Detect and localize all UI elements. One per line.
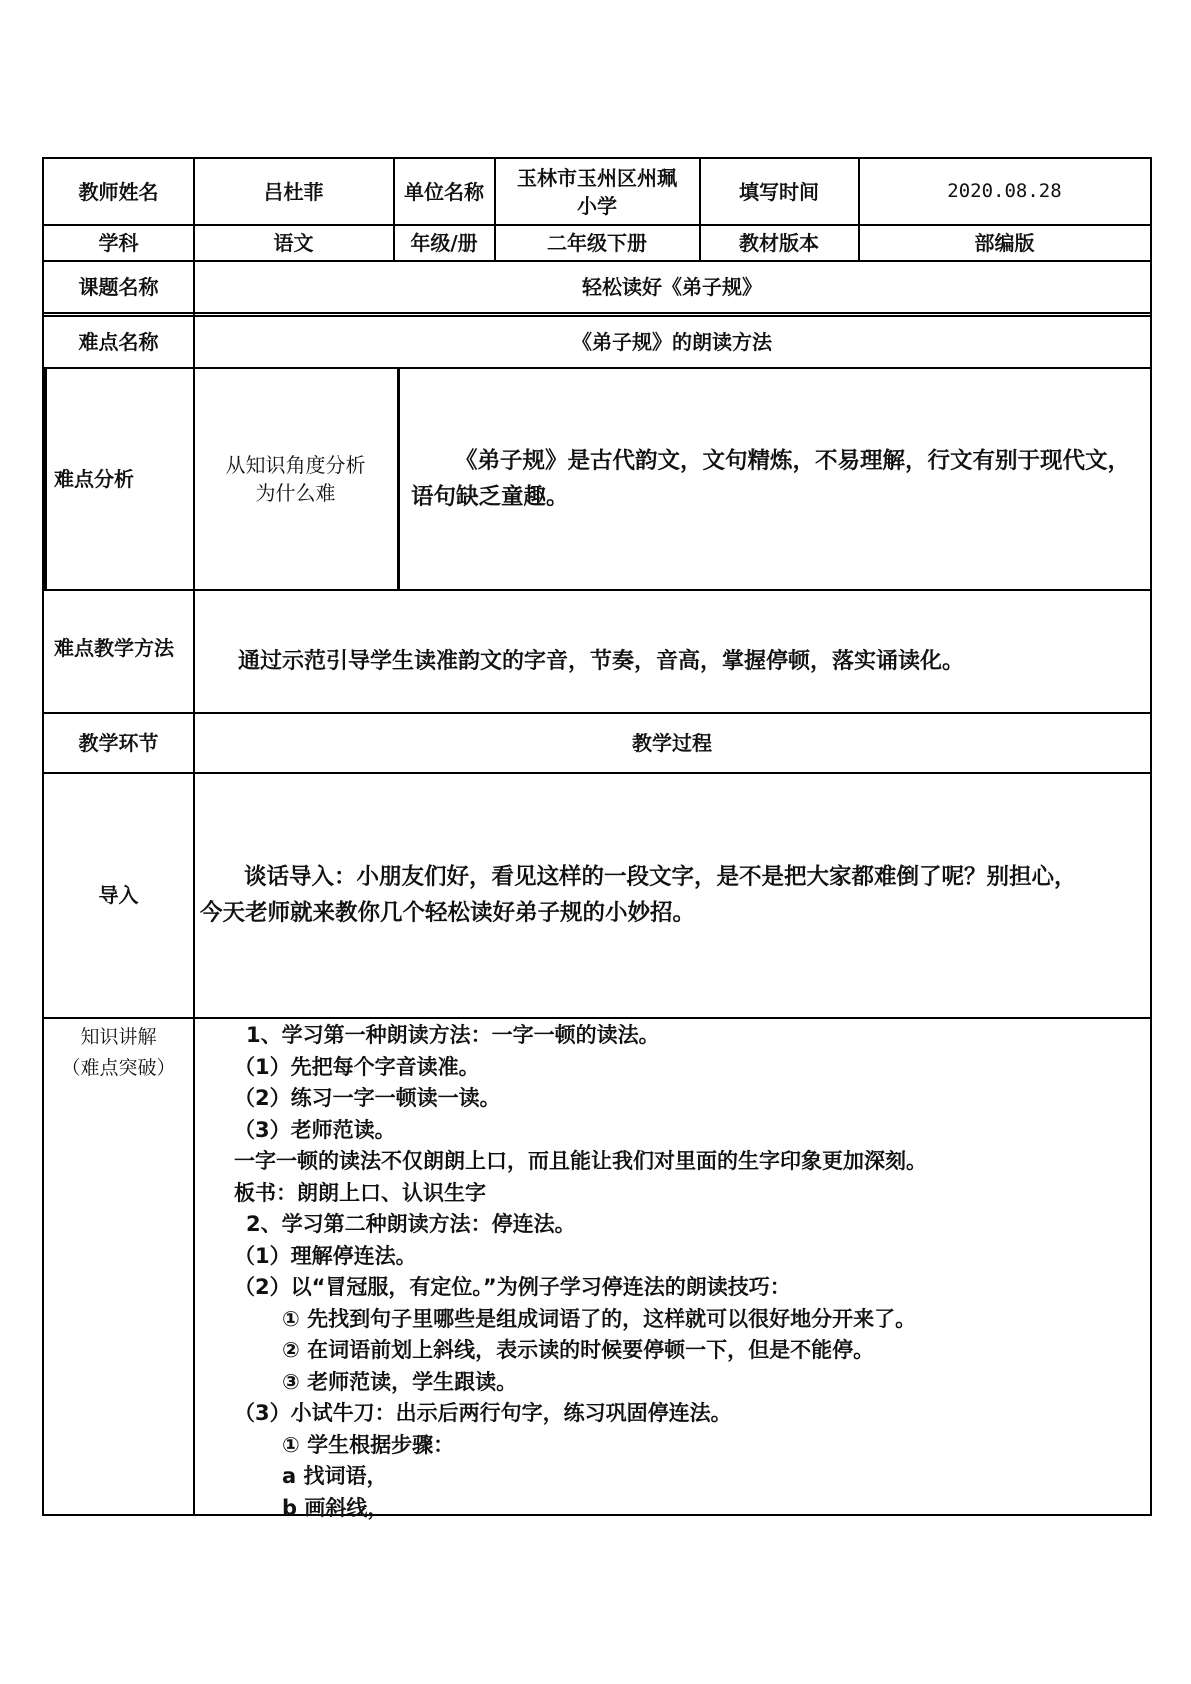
list-item: （2）以“冒冠服，有定位。”为例子学习停连法的朗读技巧： <box>234 1275 791 1299</box>
teacher-name-label: 教师姓名 <box>78 179 159 204</box>
list-item: a 找词语， <box>282 1464 388 1488</box>
list-item: ② 在词语前划上斜线，表示读的时候要停顿一下，但是不能停。 <box>282 1338 875 1362</box>
list-item: （2）练习一字一顿读一读。 <box>234 1086 501 1110</box>
analysis-label: 难点分析 <box>54 466 134 491</box>
teaching-stage-label: 教学环节 <box>78 730 159 755</box>
difficulty-value: 《弟子规》的朗读方法 <box>572 329 772 354</box>
knowledge-label-line2: （难点突破） <box>61 1057 176 1079</box>
teaching-process-label: 教学过程 <box>632 730 712 755</box>
knowledge-content <box>194 1018 1150 1524</box>
unit-name-label: 单位名称 <box>404 179 484 204</box>
list-item: ① 先找到句子里哪些是组成词语了的，这样就可以很好地分开来了。 <box>282 1306 917 1331</box>
unit-name-value: 玉林市玉州区州珮小学 <box>517 165 677 218</box>
list-item: （1）先把每个字音读准。 <box>234 1054 480 1079</box>
intro-label: 导入 <box>98 883 139 907</box>
grade-label: 年级/册 <box>410 230 478 255</box>
list-item: 1、学习第一种朗读方法：一字一顿的读法。 <box>246 1023 660 1047</box>
list-item: b 画斜线， <box>282 1495 389 1520</box>
intro-text: 谈话导入：小朋友们好，看见这样的一段文字，是不是把大家都难倒了呢？别担心，今天老师就来教你几个轻松读好弟子规的小妙招。 <box>200 864 1077 926</box>
list-item: 2、学习第二种朗读方法：停连法。 <box>246 1212 576 1236</box>
list-item: （3）小试牛刀：出示后两行句字，练习巩固停连法。 <box>234 1401 732 1425</box>
analysis-sublabel: 从知识角度分析为什么难 <box>225 452 366 505</box>
subject-label: 学科 <box>98 230 139 255</box>
row-divider <box>44 312 1150 314</box>
knowledge-label-line1: 知识讲解 <box>80 1026 157 1048</box>
teacher-name-value: 吕杜菲 <box>263 179 324 204</box>
column-divider <box>397 367 400 589</box>
knowledge-label <box>44 1018 193 1084</box>
list-item: 板书：朗朗上口、认识生字 <box>234 1180 486 1205</box>
fill-date-label: 填写时间 <box>739 179 819 204</box>
list-item: ③ 老师范读，学生跟读。 <box>282 1369 518 1394</box>
difficulty-label: 难点名称 <box>78 329 159 354</box>
grade-value: 二年级下册 <box>547 230 647 255</box>
edition-value: 部编版 <box>974 230 1035 255</box>
list-item: 一字一顿的读法不仅朗朗上口，而且能让我们对里面的生字印象更加深刻。 <box>234 1149 927 1173</box>
method-text: 通过示范引导学生读准韵文的字音，节奏，音高，掌握停顿，落实诵读化。 <box>238 649 965 674</box>
analysis-text: 《弟子规》是古代韵文，文句精炼，不易理解，行文有别于现代文，语句缺乏童趣。 <box>411 447 1131 510</box>
edition-label: 教材版本 <box>739 230 819 255</box>
fill-date-value: 2020.08.28 <box>947 180 1062 203</box>
method-label: 难点教学方法 <box>54 636 174 660</box>
subject-value: 语文 <box>273 230 314 255</box>
topic-value: 轻松读好《弟子规》 <box>582 274 762 299</box>
list-item: ① 学生根据步骤： <box>282 1432 455 1457</box>
list-item: （3）老师范读。 <box>234 1117 396 1142</box>
list-item: （1）理解停连法。 <box>234 1243 417 1268</box>
topic-label: 课题名称 <box>78 274 159 299</box>
lesson-plan-table <box>42 157 1152 1520</box>
